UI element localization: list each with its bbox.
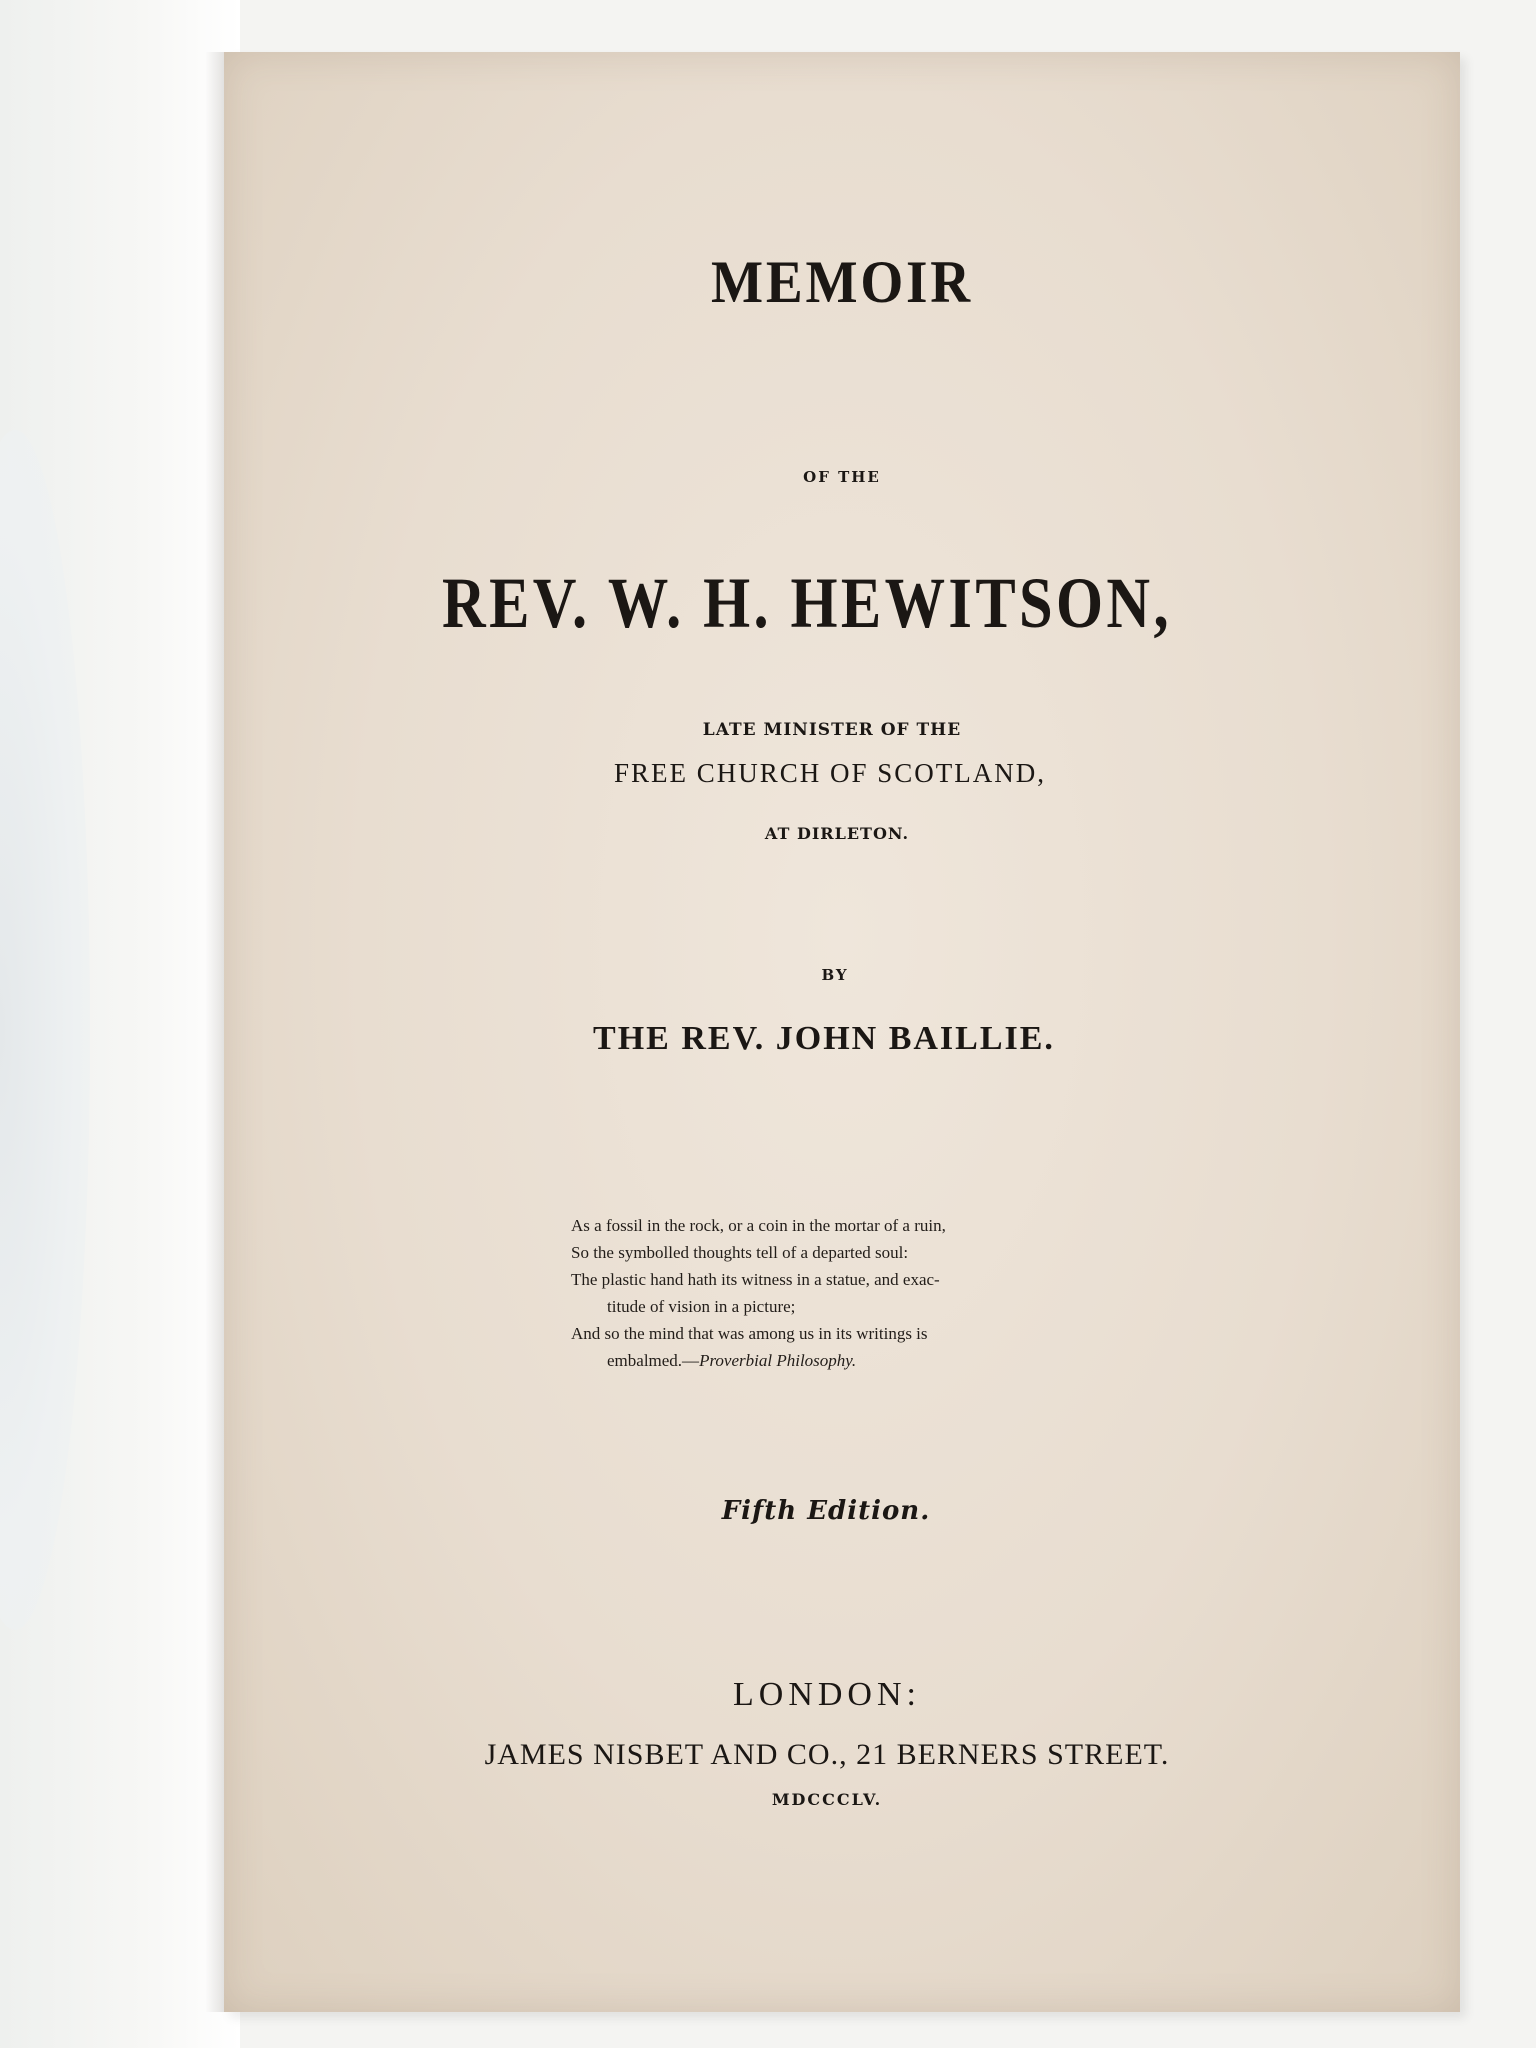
page-curl [0,430,90,1630]
epigraph-source: Proverbial Philosophy. [699,1351,857,1370]
imprint-city: LONDON: [733,1676,921,1713]
epigraph-line: The plastic hand hath its witness in a statue, and exac- [571,1270,940,1289]
epigraph-line: And so the mind that was among us in its writings is [571,1324,928,1343]
epigraph-line: As a fossil in the rock, or a coin in the mortar of a ruin, [571,1216,946,1235]
title-page [224,52,1460,2012]
designation-line-2: FREE CHURCH OF SCOTLAND, [613,758,1047,788]
imprint-year: MDCCCLV. [771,1790,883,1809]
book-title: MEMOIR [711,249,973,315]
designation-line-3: AT DIRLETON. [764,824,910,843]
author-name: THE REV. JOHN BAILLIE. [593,1020,1055,1057]
epigraph [571,1212,1131,1374]
imprint-publisher: JAMES NISBET AND CO., 21 BERNERS STREET. [484,1738,1170,1771]
epigraph-last-line [571,1347,1131,1374]
epigraph-line: So the symbolled thoughts tell of a departed soul: [571,1243,909,1262]
of-the-text: OF THE [803,468,881,486]
epigraph-line: embalmed.— [607,1351,700,1370]
epigraph-line: titude of vision in a picture; [607,1297,796,1316]
subject-name: REV. W. H. HEWITSON, [442,563,1172,643]
designation-line-1: LATE MINISTER OF THE [702,720,962,740]
by-text: BY [821,966,849,984]
edition-statement: Fifth Edition. [721,1496,931,1526]
